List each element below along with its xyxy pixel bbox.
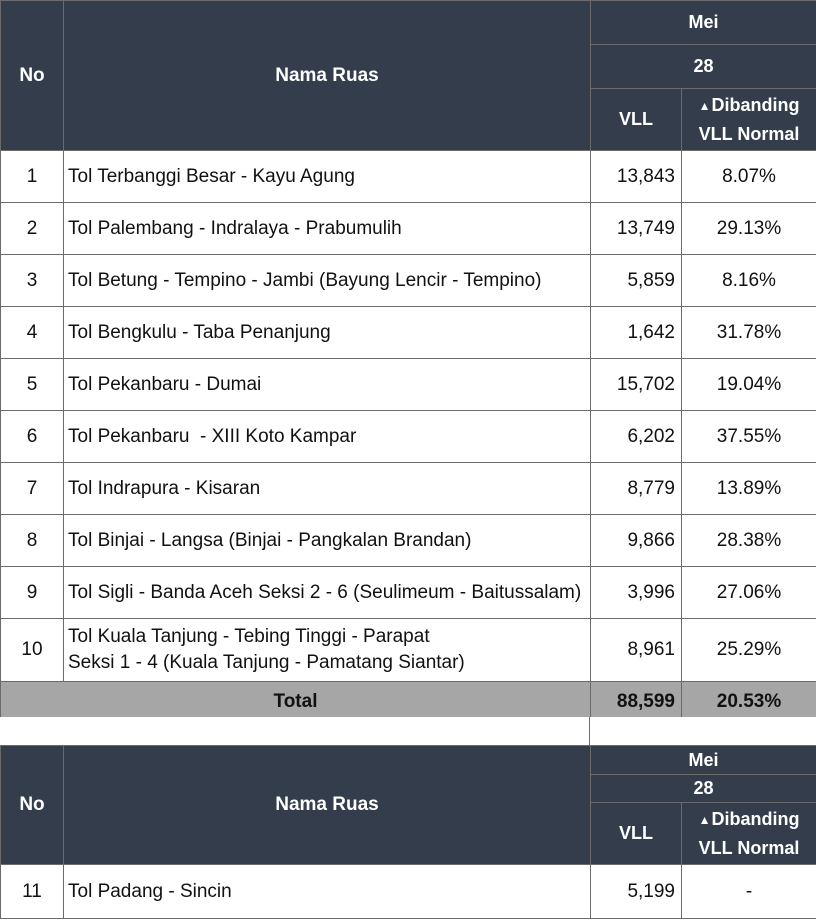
up-arrow-icon: ▲: [698, 99, 711, 114]
traffic-table-padang: [0, 745, 816, 919]
row-name-line1: Tol Kuala Tanjung - Tebing Tinggi - Parapat: [68, 626, 430, 647]
table-row: [1, 359, 816, 411]
row-pct: 29.13%: [682, 203, 816, 255]
row-name: [64, 619, 591, 682]
row-pct: 25.29%: [682, 619, 816, 682]
row-no: 8: [1, 515, 64, 567]
total-label: Total: [1, 682, 591, 722]
row-pct: 37.55%: [682, 411, 816, 463]
row-no: 2: [1, 203, 64, 255]
row-pct: 8.16%: [682, 255, 816, 307]
up-arrow-icon: ▲: [698, 813, 711, 828]
header-no: No: [1, 1, 64, 151]
row-vll: 6,202: [591, 411, 682, 463]
table-row: [1, 411, 816, 463]
row-vll: 13,843: [591, 151, 682, 203]
header-day: 28: [591, 775, 816, 803]
row-no: 3: [1, 255, 64, 307]
row-vll: 13,749: [591, 203, 682, 255]
row-pct: 19.04%: [682, 359, 816, 411]
row-name: Tol Pekanbaru - XIII Koto Kampar: [64, 411, 591, 463]
table-row: [1, 463, 816, 515]
row-vll: 8,779: [591, 463, 682, 515]
header-day: 28: [591, 45, 816, 89]
header-nama-ruas: Nama Ruas: [64, 1, 591, 151]
header-dibanding-line2: VLL Normal: [698, 124, 800, 145]
table-row: [1, 255, 816, 307]
row-vll: 9,866: [591, 515, 682, 567]
row-no: 5: [1, 359, 64, 411]
row-name: Tol Padang - Sincin: [64, 865, 591, 919]
row-pct: 27.06%: [682, 567, 816, 619]
header-dibanding-line1: Dibanding: [711, 808, 800, 829]
row-no: 7: [1, 463, 64, 515]
header-vll: VLL: [591, 803, 682, 865]
table-row: [1, 203, 816, 255]
header-dibanding: [682, 803, 816, 865]
row-vll: 5,199: [591, 865, 682, 919]
row-name: Tol Bengkulu - Taba Penanjung: [64, 307, 591, 359]
row-name: Tol Terbanggi Besar - Kayu Agung: [64, 151, 591, 203]
row-pct: 8.07%: [682, 151, 816, 203]
table-row: [1, 515, 816, 567]
row-no: 9: [1, 567, 64, 619]
row-pct: 28.38%: [682, 515, 816, 567]
header-vll: VLL: [591, 89, 682, 151]
header-dibanding-line2: VLL Normal: [698, 838, 800, 859]
table-row: [1, 307, 816, 359]
row-name: Tol Betung - Tempino - Jambi (Bayung Lencir - Tempino): [64, 255, 591, 307]
header-dibanding: [682, 89, 816, 151]
header-no: No: [1, 746, 64, 865]
row-name: Tol Pekanbaru - Dumai: [64, 359, 591, 411]
table-spacer: [0, 717, 816, 745]
row-vll: 15,702: [591, 359, 682, 411]
row-no: 1: [1, 151, 64, 203]
header-month: Mei: [591, 1, 816, 45]
row-no: 11: [1, 865, 64, 919]
row-name: Tol Indrapura - Kisaran: [64, 463, 591, 515]
spacer-divider: [589, 717, 590, 745]
row-no: 4: [1, 307, 64, 359]
row-vll: 1,642: [591, 307, 682, 359]
row-no: 6: [1, 411, 64, 463]
table-row: [1, 619, 816, 682]
row-name: Tol Sigli - Banda Aceh Seksi 2 - 6 (Seulimeum - Baitussalam): [64, 567, 591, 619]
total-row: [1, 682, 816, 722]
row-no: 10: [1, 619, 64, 682]
row-pct: 31.78%: [682, 307, 816, 359]
row-name-line2: Seksi 1 - 4 (Kuala Tanjung - Pamatang Siantar): [68, 652, 465, 673]
row-name: Tol Binjai - Langsa (Binjai - Pangkalan Brandan): [64, 515, 591, 567]
row-pct: -: [682, 865, 816, 919]
header-nama-ruas: Nama Ruas: [64, 746, 591, 865]
row-vll: 3,996: [591, 567, 682, 619]
row-vll: 5,859: [591, 255, 682, 307]
header-dibanding-line1: Dibanding: [711, 94, 800, 115]
total-vll: 88,599: [591, 682, 682, 722]
table-row: [1, 865, 816, 919]
total-pct: 20.53%: [682, 682, 816, 722]
table-row: [1, 151, 816, 203]
row-name: Tol Palembang - Indralaya - Prabumulih: [64, 203, 591, 255]
row-pct: 13.89%: [682, 463, 816, 515]
header-month: Mei: [591, 746, 816, 775]
table-row: [1, 567, 816, 619]
row-vll: 8,961: [591, 619, 682, 682]
